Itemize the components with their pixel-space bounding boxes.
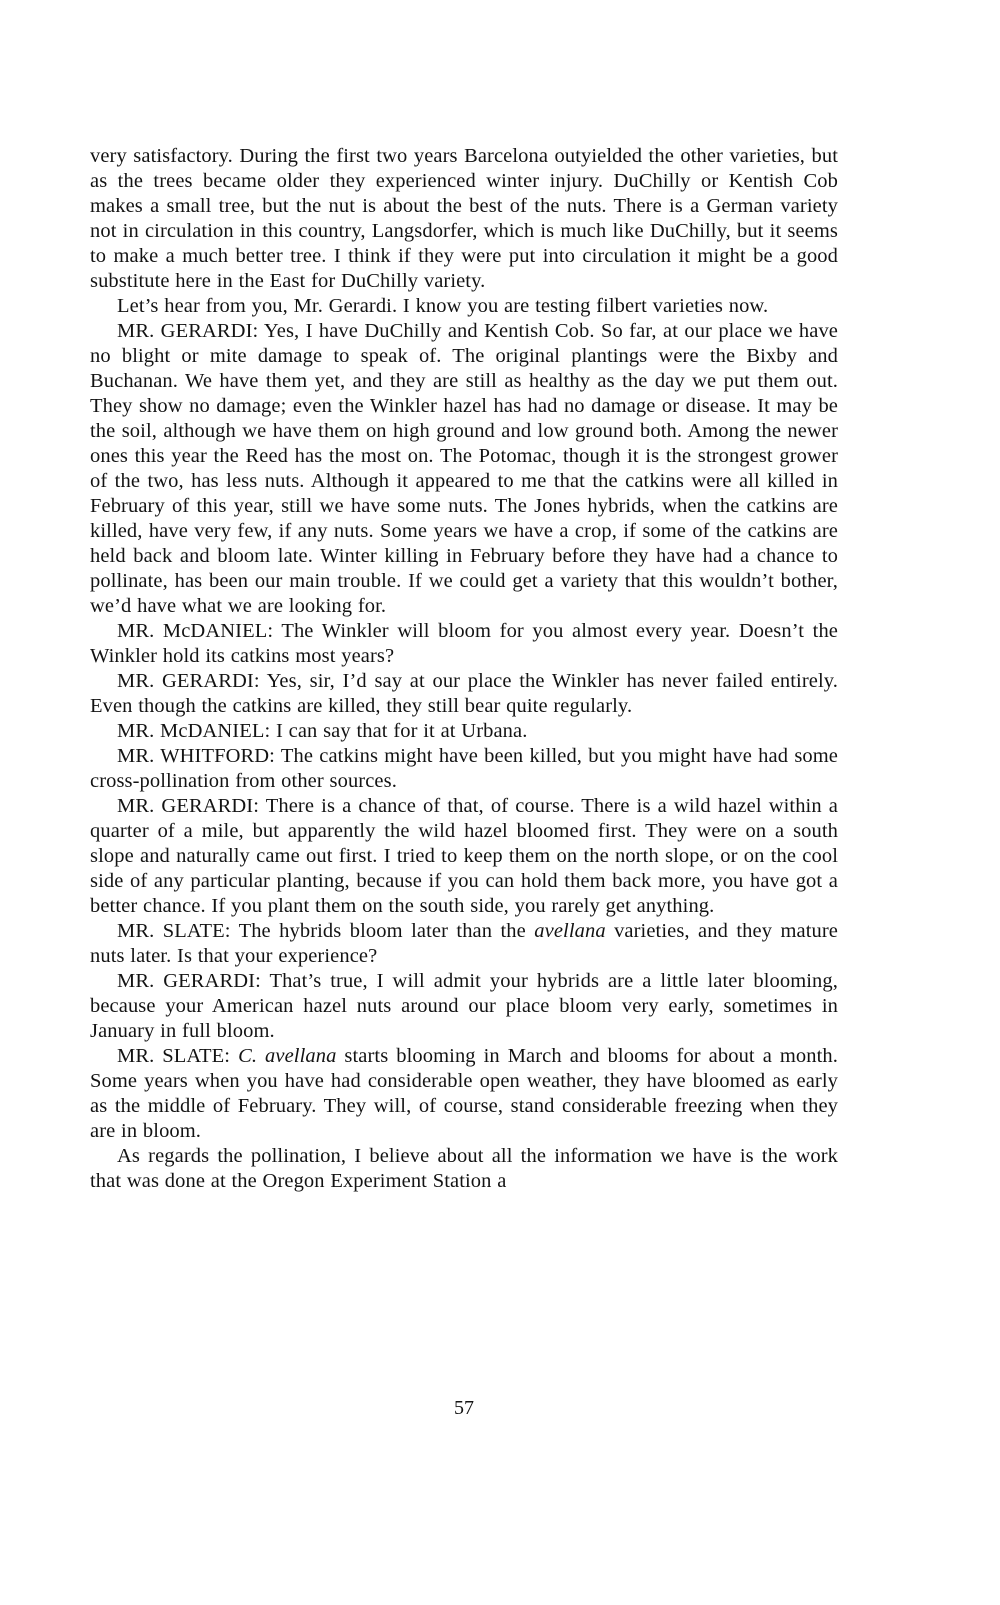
paragraph	[90, 969, 838, 1044]
paragraph	[90, 719, 838, 744]
paragraph	[90, 1144, 838, 1194]
paragraph	[90, 919, 838, 969]
paragraph	[90, 619, 838, 669]
paragraph	[90, 294, 838, 319]
text-segment: MR. GERARDI: Yes, sir, I’d say at our place the Winkler has never failed entirely. Even though the catkins are killed, they still bear quite regularly.	[90, 670, 838, 717]
paragraph	[90, 744, 838, 794]
text-segment: MR. McDANIEL: The Winkler will bloom for you almost every year. Doesn’t the Winkler hold its catkins most years?	[90, 620, 838, 667]
paragraph	[90, 1044, 838, 1144]
text-segment: MR. McDANIEL: I can say that for it at Urbana.	[117, 720, 528, 742]
text-segment: MR. GERARDI: That’s true, I will admit your hybrids are a little later blooming, because your American hazel nuts around our place bloom very early, sometimes in January in full bloom.	[90, 970, 838, 1042]
text-segment: MR. SLATE:	[117, 1045, 239, 1067]
text-segment: varieties, and they mature nuts later. Is that your experience?	[90, 920, 838, 967]
paragraph	[90, 669, 838, 719]
text-segment: MR. GERARDI: There is a chance of that, of course. There is a wild hazel within a quarter of a mile, but apparently the wild hazel bloomed first. They were on a south slope and naturally came out first. I tried to keep them on the north slope, or on the cool side of any particular planting, because if you can hold them back more, you have got a better chance. If you plant them on the south side, you rarely get anything.	[90, 795, 838, 917]
text-segment: starts blooming in March and blooms for about a month. Some years when you have had considerable open weather, they have bloomed as early as the middle of February. They will, of course, stand considerable freezing when they are in bloom.	[90, 1045, 838, 1142]
paragraph	[90, 319, 838, 619]
text-segment: very satisfactory. During the first two years Barcelona outyielded the other varieties, but as the trees became older they experienced winter injury. DuChilly or Kentish Cob makes a small tree, but the nut is about the best of the nuts. There is a German variety not in circulation in this country, Langsdorfer, which is much like DuChilly, but it seems to make a much better tree. I think if they were put into circulation it might be a good substitute here in the East for DuChilly variety.	[90, 145, 838, 292]
text-segment: MR. SLATE: The hybrids bloom later than the	[117, 920, 535, 942]
paragraph	[90, 144, 838, 294]
text-segment: MR. WHITFORD: The catkins might have been killed, but you might have had some cross-pollination from other sources.	[90, 745, 838, 792]
text-segment: As regards the pollination, I believe about all the information we have is the work that was done at the Oregon Experiment Station a	[90, 1145, 838, 1192]
text-block	[90, 144, 838, 1194]
text-segment: Let’s hear from you, Mr. Gerardi. I know you are testing filbert varieties now.	[117, 295, 769, 317]
paragraph	[90, 794, 838, 919]
page-number: 57	[454, 1397, 474, 1419]
text-segment: MR. GERARDI: Yes, I have DuChilly and Kentish Cob. So far, at our place we have no blight or mite damage to speak of. The original plantings were the Bixby and Buchanan. We have them yet, and they are still as healthy as the day we put them out. They show no damage; even the Winkler hazel has had no damage or disease. It may be the soil, although we have them on high ground and low ground both. Among the newer ones this year the Reed has the most on. The Potomac, though it is the strongest grower of the two, has less nuts. Although it appeared to me that the catkins were all killed in February of this year, still we have some nuts. The Jones hybrids, when the catkins are killed, have very few, if any nuts. Some years we have a crop, if some of the catkins are held back and bloom late. Winter killing in February before they have had a chance to pollinate, has been our main trouble. If we could get a variety that this wouldn’t bother, we’d have what we are looking for.	[90, 320, 838, 617]
italic-text-segment: C. avellana	[238, 1045, 337, 1067]
italic-text-segment: avellana	[534, 920, 606, 942]
